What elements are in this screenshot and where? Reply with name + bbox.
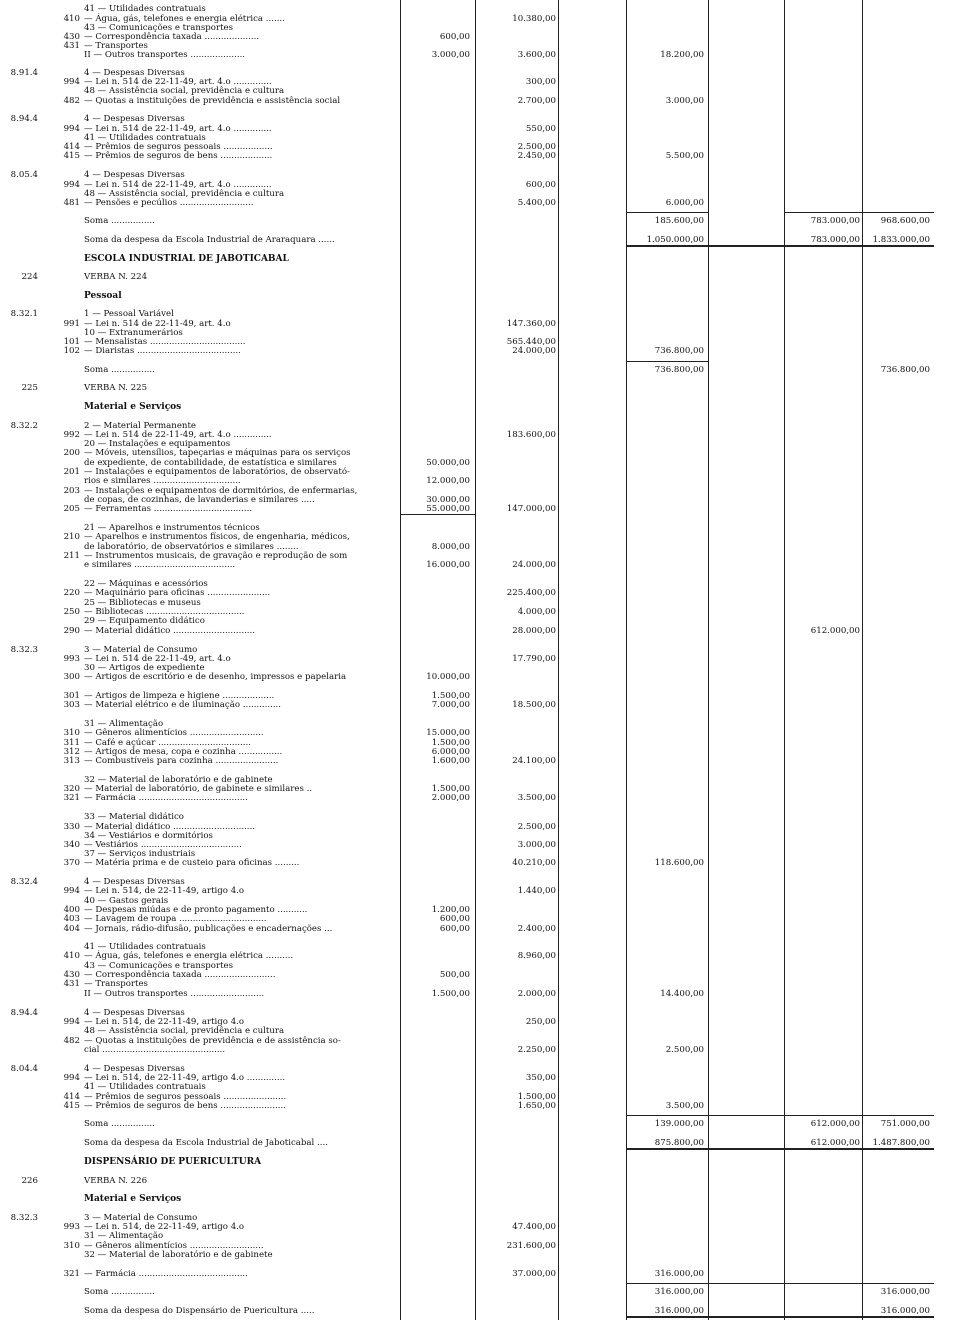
amount-col-3: 3.500,00 <box>665 1101 704 1111</box>
amount-col-3: 185.600,00 <box>654 216 704 226</box>
ledger-row <box>0 672 968 683</box>
amount-col-2: 24.000,00 <box>512 346 556 356</box>
item-description: — Lei n. 514 de 22-11-49, art. 4.o .............. <box>84 430 272 440</box>
amount-col-1: 1.500,00 <box>431 691 470 701</box>
item-description: — Instalações e equipamentos de laboratórios, de observató- <box>84 467 350 477</box>
item-code: 102 <box>63 346 80 356</box>
account-code: 8.32.3 <box>10 1213 38 1223</box>
amount-col-1: 1.500,00 <box>431 784 470 794</box>
item-description: — Ferramentas .................................... <box>84 504 253 514</box>
item-description: — Diaristas ...................................... <box>84 346 241 356</box>
total-rule <box>626 212 708 213</box>
ledger-row <box>0 383 968 394</box>
item-description: de expediente, de contabilidade, de estatística e similares <box>84 458 337 468</box>
amount-col-3: 736.800,00 <box>654 346 704 356</box>
item-code: 400 <box>63 905 80 915</box>
item-description: VERBA N. 224 <box>84 272 148 282</box>
amount-col-1: 55.000,00 <box>426 504 470 514</box>
item-code: 311 <box>63 738 80 748</box>
amount-col-1: 1.500,00 <box>431 989 470 999</box>
item-description: de copas, de cozinhas, de lavanderias e similares ..... <box>84 495 315 505</box>
item-description: — Transportes <box>84 41 148 51</box>
item-code: 431 <box>63 979 80 989</box>
amount-col-1: 1.200,00 <box>431 905 470 915</box>
item-description: — Maquinário para oficinas ....................... <box>84 588 271 598</box>
ledger-row <box>0 858 968 869</box>
item-description: 29 — Equipamento didático <box>84 616 205 626</box>
item-code: 991 <box>63 319 80 329</box>
amount-col-1: 15.000,00 <box>426 728 470 738</box>
ledger-row <box>0 1176 968 1187</box>
item-description: Material e Serviços <box>84 1194 182 1204</box>
item-description: Soma ................ <box>84 216 155 226</box>
item-description: 30 — Artigos de expediente <box>84 663 205 673</box>
ledger-row <box>0 198 968 209</box>
item-description: 41 — Utilidades contratuais <box>84 4 206 14</box>
ledger-row <box>0 560 968 571</box>
amount-col-2: 47.400,00 <box>512 1222 556 1232</box>
item-description: ESCOLA INDUSTRIAL DE JABOTICABAL <box>84 254 289 264</box>
item-code: 290 <box>63 626 80 636</box>
account-code: 8.32.3 <box>10 645 38 655</box>
amount-col-1: 1.600,00 <box>431 756 470 766</box>
item-description: DISPENSÁRIO DE PUERICULTURA <box>84 1157 262 1167</box>
item-description: — Gêneros alimentícios ........................... <box>84 728 264 738</box>
amount-col-4: 612.000,00 <box>810 626 860 636</box>
item-code: 313 <box>63 756 80 766</box>
item-description: II — Outros transportes .................... <box>84 50 246 60</box>
item-description: 43 — Comunicações e transportes <box>84 23 234 33</box>
item-code: 430 <box>63 32 80 42</box>
item-description: 25 — Bibliotecas e museus <box>84 598 201 608</box>
item-code: 320 <box>63 784 80 794</box>
ledger-row <box>0 1101 968 1112</box>
item-code: 482 <box>63 1036 80 1046</box>
amount-col-2: 8.960,00 <box>517 951 556 961</box>
item-description: — Matéria prima e de custeio para oficinas ......... <box>84 858 300 868</box>
ledger-row <box>0 1194 968 1205</box>
amount-col-3: 118.600,00 <box>654 858 704 868</box>
item-code: 340 <box>63 840 80 850</box>
ledger-row <box>0 700 968 711</box>
amount-col-4: 612.000,00 <box>810 1119 860 1129</box>
item-description: — Material de laboratório, de gabinete e similares .. <box>84 784 313 794</box>
amount-col-2: 2.250,00 <box>517 1045 556 1055</box>
item-description: 3 — Material de Consumo <box>84 1213 198 1223</box>
item-description: — Artigos de escritório e de desenho, impressos e papelaria <box>84 672 347 682</box>
account-code: 8.91.4 <box>10 68 38 78</box>
item-description: — Instalações e equipamentos de dormitórios, de enfermarias, <box>84 486 358 496</box>
amount-col-1: 7.000,00 <box>431 700 470 710</box>
item-description: — Água, gás, telefones e energia elétrica ....... <box>84 14 285 24</box>
amount-col-1: 1.500,00 <box>431 738 470 748</box>
account-code: 8.94.4 <box>10 1008 38 1018</box>
amount-col-1: 3.000,00 <box>431 50 470 60</box>
ledger-row <box>0 402 968 413</box>
item-description: de laboratório, de observatórios e similares ........ <box>84 542 299 552</box>
item-code: 992 <box>63 430 80 440</box>
ledger-row <box>0 272 968 283</box>
amount-col-2: 225.400,00 <box>506 588 556 598</box>
item-description: — Quotas a instituições de previdência e de assistência so- <box>84 1036 341 1046</box>
amount-col-2: 2.000,00 <box>517 989 556 999</box>
amount-col-5: 751.000,00 <box>880 1119 930 1129</box>
amount-col-5: 1.833.000,00 <box>872 235 930 245</box>
amount-col-5: 1.487.800,00 <box>872 1138 930 1148</box>
item-code: 220 <box>63 588 80 598</box>
amount-col-3: 875.800,00 <box>654 1138 704 1148</box>
amount-col-1: 600,00 <box>439 924 470 934</box>
item-code: 201 <box>63 467 80 477</box>
item-description: 31 — Alimentação <box>84 1231 164 1241</box>
item-description: — Lei n. 514 de 22-11-49, art. 4.o <box>84 319 231 329</box>
item-description: 4 — Despesas Diversas <box>84 114 185 124</box>
item-code: 482 <box>63 96 80 106</box>
amount-col-2: 350,00 <box>525 1073 556 1083</box>
ledger-row <box>0 1045 968 1056</box>
item-description: 43 — Comunicações e transportes <box>84 961 234 971</box>
ledger-row <box>0 924 968 935</box>
ledger-row <box>0 365 968 376</box>
amount-col-2: 147.000,00 <box>506 504 556 514</box>
amount-col-2: 40.210,00 <box>512 858 556 868</box>
account-code: 225 <box>21 383 38 393</box>
item-code: 414 <box>63 142 80 152</box>
item-code: 994 <box>63 77 80 87</box>
account-code: 226 <box>21 1176 38 1186</box>
item-description: 31 — Alimentação <box>84 719 164 729</box>
total-rule <box>626 1283 934 1284</box>
account-code: 8.32.4 <box>10 877 38 887</box>
item-description: 2 — Material Permanente <box>84 421 197 431</box>
ledger-row <box>0 1269 968 1280</box>
item-description: — Artigos de limpeza e higiene ................... <box>84 691 275 701</box>
item-code: 301 <box>63 691 80 701</box>
total-rule <box>784 212 934 213</box>
item-description: — Transportes <box>84 979 148 989</box>
item-code: 205 <box>63 504 80 514</box>
amount-col-2: 2.500,00 <box>517 822 556 832</box>
item-code: 321 <box>63 1269 80 1279</box>
item-description: II — Outros transportes ........................... <box>84 989 265 999</box>
item-description: Material e Serviços <box>84 402 182 412</box>
item-code: 994 <box>63 124 80 134</box>
amount-col-4: 783.000,00 <box>810 216 860 226</box>
amount-col-2: 24.100,00 <box>512 756 556 766</box>
item-description: — Gêneros alimentícios ........................... <box>84 1241 264 1251</box>
item-code: 994 <box>63 886 80 896</box>
amount-col-3: 1.050.000,00 <box>646 235 704 245</box>
item-description: — Material didático .............................. <box>84 822 255 832</box>
item-description: 37 — Serviços industriais <box>84 849 196 859</box>
item-code: 410 <box>63 951 80 961</box>
item-description: Soma ................ <box>84 365 155 375</box>
item-code: 321 <box>63 793 80 803</box>
item-description: 3 — Material de Consumo <box>84 645 198 655</box>
item-description: — Prêmios de seguros pessoais ....................... <box>84 1092 287 1102</box>
amount-col-3: 316.000,00 <box>654 1306 704 1316</box>
item-description: VERBA N. 225 <box>84 383 148 393</box>
amount-col-5: 736.800,00 <box>880 365 930 375</box>
item-description: — Lei n. 514, de 22-11-49, artigo 4.o <box>84 1222 245 1232</box>
item-code: 994 <box>63 1017 80 1027</box>
ledger-row <box>0 1157 968 1168</box>
ledger-row <box>0 254 968 265</box>
item-description: — Lei n. 514, de 22-11-49, artigo 4.o .............. <box>84 1073 286 1083</box>
item-code: 300 <box>63 672 80 682</box>
item-description: — Prêmios de seguros de bens ................... <box>84 151 273 161</box>
amount-col-2: 565.440,00 <box>506 337 556 347</box>
item-code: 430 <box>63 970 80 980</box>
item-description: 22 — Máquinas e acessórios <box>84 579 208 589</box>
item-description: — Instrumentos musicais, de gravação e reprodução de som <box>84 551 348 561</box>
item-code: 101 <box>63 337 80 347</box>
item-code: 431 <box>63 41 80 51</box>
item-description: rios e similares ................................ <box>84 476 241 486</box>
item-description: — Água, gás, telefones e energia elétrica .......... <box>84 951 294 961</box>
amount-col-3: 14.400,00 <box>660 989 704 999</box>
ledger-row <box>0 151 968 162</box>
amount-col-2: 1.650,00 <box>517 1101 556 1111</box>
amount-col-3: 18.200,00 <box>660 50 704 60</box>
item-description: — Farmácia ........................................ <box>84 1269 248 1279</box>
amount-col-2: 2.500,00 <box>517 142 556 152</box>
item-code: 481 <box>63 198 80 208</box>
amount-col-3: 6.000,00 <box>665 198 704 208</box>
amount-col-1: 10.000,00 <box>426 672 470 682</box>
account-code: 8.32.1 <box>10 309 38 319</box>
item-description: — Material didático .............................. <box>84 626 255 636</box>
amount-col-2: 18.500,00 <box>512 700 556 710</box>
amount-col-1: 30.000,00 <box>426 495 470 505</box>
item-code: 203 <box>63 486 80 496</box>
amount-col-1: 600,00 <box>439 32 470 42</box>
amount-col-2: 2.400,00 <box>517 924 556 934</box>
item-code: 994 <box>63 180 80 190</box>
item-description: — Quotas a instituições de previdência e assistência social <box>84 96 341 106</box>
item-description: 41 — Utilidades contratuais <box>84 1082 206 1092</box>
item-description: 41 — Utilidades contratuais <box>84 133 206 143</box>
amount-col-2: 3.600,00 <box>517 50 556 60</box>
item-description: — Pensões e pecúlios ........................... <box>84 198 254 208</box>
item-description: 41 — Utilidades contratuais <box>84 942 206 952</box>
item-description: — Prêmios de seguros pessoais .................. <box>84 142 273 152</box>
item-description: — Lei n. 514 de 22-11-49, art. 4.o <box>84 654 231 664</box>
item-code: 303 <box>63 700 80 710</box>
amount-col-1: 6.000,00 <box>431 747 470 757</box>
ledger-row <box>0 756 968 767</box>
amount-col-2: 183.600,00 <box>506 430 556 440</box>
amount-col-1: 2.000,00 <box>431 793 470 803</box>
item-description: 40 — Gastos gerais <box>84 896 169 906</box>
item-code: 403 <box>63 914 80 924</box>
amount-col-2: 1.500,00 <box>517 1092 556 1102</box>
item-description: — Lei n. 514, de 22-11-49, artigo 4.o <box>84 886 245 896</box>
amount-col-2: 37.000,00 <box>512 1269 556 1279</box>
item-description: Soma da despesa da Escola Industrial de Araraquara ...... <box>84 235 335 245</box>
item-description: 48 — Assistência social, previdência e cultura <box>84 86 285 96</box>
account-code: 8.05.4 <box>10 170 38 180</box>
amount-col-5: 316.000,00 <box>880 1287 930 1297</box>
amount-col-3: 139.000,00 <box>654 1119 704 1129</box>
account-code: 8.04.4 <box>10 1064 38 1074</box>
amount-col-3: 2.500,00 <box>665 1045 704 1055</box>
item-description: Soma da despesa da Escola Industrial de Jaboticabal .... <box>84 1138 328 1148</box>
ledger-row <box>0 96 968 107</box>
ledger-row <box>0 1119 968 1130</box>
item-code: 414 <box>63 1092 80 1102</box>
amount-col-1: 8.000,00 <box>431 542 470 552</box>
item-description: — Mensalistas ................................... <box>84 337 246 347</box>
item-description: VERBA N. 226 <box>84 1176 148 1186</box>
item-description: 4 — Despesas Diversas <box>84 1008 185 1018</box>
item-description: — Lei n. 514 de 22-11-49, art. 4.o .............. <box>84 77 272 87</box>
amount-col-2: 600,00 <box>525 180 556 190</box>
amount-col-3: 736.800,00 <box>654 365 704 375</box>
amount-col-2: 2.700,00 <box>517 96 556 106</box>
item-description: 4 — Despesas Diversas <box>84 1064 185 1074</box>
amount-col-3: 316.000,00 <box>654 1287 704 1297</box>
ledger-row <box>0 1287 968 1298</box>
item-code: 994 <box>63 1073 80 1083</box>
item-code: 993 <box>63 654 80 664</box>
ledger-row <box>0 346 968 357</box>
item-description: — Jornais, rádio-difusão, publicações e encadernações ... <box>84 924 333 934</box>
item-description: 4 — Despesas Diversas <box>84 170 185 180</box>
item-description: 4 — Despesas Diversas <box>84 68 185 78</box>
item-description: — Correspondência taxada .................... <box>84 32 260 42</box>
amount-col-3: 316.000,00 <box>654 1269 704 1279</box>
item-code: 993 <box>63 1222 80 1232</box>
item-description: — Café e açúcar .................................. <box>84 738 251 748</box>
item-description: — Artigos de mesa, copa e cozinha ................ <box>84 747 283 757</box>
item-description: — Combustíveis para cozinha ....................... <box>84 756 279 766</box>
item-description: — Lei n. 514, de 22-11-49, artigo 4.o <box>84 1017 245 1027</box>
account-code: 8.94.4 <box>10 114 38 124</box>
item-description: 33 — Material didático <box>84 812 184 822</box>
item-description: 1 — Pessoal Variável <box>84 309 174 319</box>
account-code: 8.32.2 <box>10 421 38 431</box>
item-code: 310 <box>63 1241 80 1251</box>
item-code: 211 <box>63 551 80 561</box>
ledger-row <box>0 626 968 637</box>
item-code: 200 <box>63 448 80 458</box>
item-code: 415 <box>63 1101 80 1111</box>
ledger-row <box>0 50 968 61</box>
amount-col-2: 250,00 <box>525 1017 556 1027</box>
item-description: 21 — Aparelhos e instrumentos técnicos <box>84 523 260 533</box>
item-description: 32 — Material de laboratório e de gabinete <box>84 775 273 785</box>
item-description: — Farmácia ........................................ <box>84 793 248 803</box>
amount-col-3: 3.000,00 <box>665 96 704 106</box>
item-description: cial ............................................. <box>84 1045 226 1055</box>
item-code: 404 <box>63 924 80 934</box>
item-description: e similares ..................................... <box>84 560 236 570</box>
amount-col-2: 550,00 <box>525 124 556 134</box>
amount-col-5: 968.600,00 <box>880 216 930 226</box>
item-description: — Correspondência taxada .......................... <box>84 970 276 980</box>
item-description: 32 — Material de laboratório e de gabinete <box>84 1250 273 1260</box>
amount-col-2: 3.500,00 <box>517 793 556 803</box>
item-description: — Lei n. 514 de 22-11-49, art. 4.o .............. <box>84 180 272 190</box>
item-description: — Móveis, utensílios, tapeçarias e máquinas para os serviços <box>84 448 351 458</box>
amount-col-2: 2.450,00 <box>517 151 556 161</box>
amount-col-1: 500,00 <box>439 970 470 980</box>
item-description: — Despesas miúdas e de pronto pagamento ........... <box>84 905 308 915</box>
total-rule <box>626 1115 934 1116</box>
item-description: 48 — Assistência social, previdência e cultura <box>84 1026 285 1036</box>
item-description: — Lavagem de roupa ................................ <box>84 914 267 924</box>
ledger-row <box>0 1250 968 1261</box>
amount-col-1: 12.000,00 <box>426 476 470 486</box>
item-description: — Vestiários ..................................... <box>84 840 242 850</box>
amount-col-5: 316.000,00 <box>880 1306 930 1316</box>
item-description: 4 — Despesas Diversas <box>84 877 185 887</box>
amount-col-3: 5.500,00 <box>665 151 704 161</box>
ledger-row <box>0 989 968 1000</box>
ledger-row <box>0 216 968 227</box>
amount-col-1: 600,00 <box>439 914 470 924</box>
amount-col-2: 147.360,00 <box>506 319 556 329</box>
ledger-row <box>0 291 968 302</box>
item-description: — Aparelhos e instrumentos físicos, de engenharia, médicos, <box>84 532 350 542</box>
ledger-row <box>0 1138 968 1149</box>
item-code: 410 <box>63 14 80 24</box>
account-code: 224 <box>21 272 38 282</box>
amount-col-2: 24.000,00 <box>512 560 556 570</box>
item-code: 415 <box>63 151 80 161</box>
item-description: Soma da despesa do Dispensário de Puericultura ..... <box>84 1306 315 1316</box>
amount-col-2: 5.400,00 <box>517 198 556 208</box>
item-description: Pessoal <box>84 291 122 301</box>
amount-col-2: 3.000,00 <box>517 840 556 850</box>
amount-col-4: 783.000,00 <box>810 235 860 245</box>
item-description: 34 — Vestiários e dormitórios <box>84 831 213 841</box>
ledger-row <box>0 235 968 246</box>
amount-col-2: 4.000,00 <box>517 607 556 617</box>
amount-col-2: 231.600,00 <box>506 1241 556 1251</box>
item-description: — Lei n. 514 de 22-11-49, art. 4.o .............. <box>84 124 272 134</box>
amount-col-4: 612.000,00 <box>810 1138 860 1148</box>
amount-col-2: 28.000,00 <box>512 626 556 636</box>
item-code: 370 <box>63 858 80 868</box>
amount-col-2: 300,00 <box>525 77 556 87</box>
item-description: 20 — Instalações e equipamentos <box>84 439 231 449</box>
amount-col-2: 10.380,00 <box>512 14 556 24</box>
item-description: 48 — Assistência social, previdência e cultura <box>84 189 285 199</box>
amount-col-1: 16.000,00 <box>426 560 470 570</box>
item-description: Soma ................ <box>84 1287 155 1297</box>
item-description: — Prêmios de seguros de bens ........................ <box>84 1101 286 1111</box>
amount-col-2: 1.440,00 <box>517 886 556 896</box>
item-description: — Material elétrico e de iluminação .............. <box>84 700 282 710</box>
item-code: 250 <box>63 607 80 617</box>
amount-col-2: 17.790,00 <box>512 654 556 664</box>
total-rule <box>626 361 708 362</box>
amount-col-1: 50.000,00 <box>426 458 470 468</box>
item-description: Soma ................ <box>84 1119 155 1129</box>
item-code: 312 <box>63 747 80 757</box>
ledger-row <box>0 504 968 515</box>
item-code: 330 <box>63 822 80 832</box>
ledger-row <box>0 793 968 804</box>
item-description: — Bibliotecas .................................... <box>84 607 245 617</box>
ledger-row <box>0 1306 968 1317</box>
item-code: 310 <box>63 728 80 738</box>
item-description: 10 — Extranumerários <box>84 328 183 338</box>
item-code: 210 <box>63 532 80 542</box>
